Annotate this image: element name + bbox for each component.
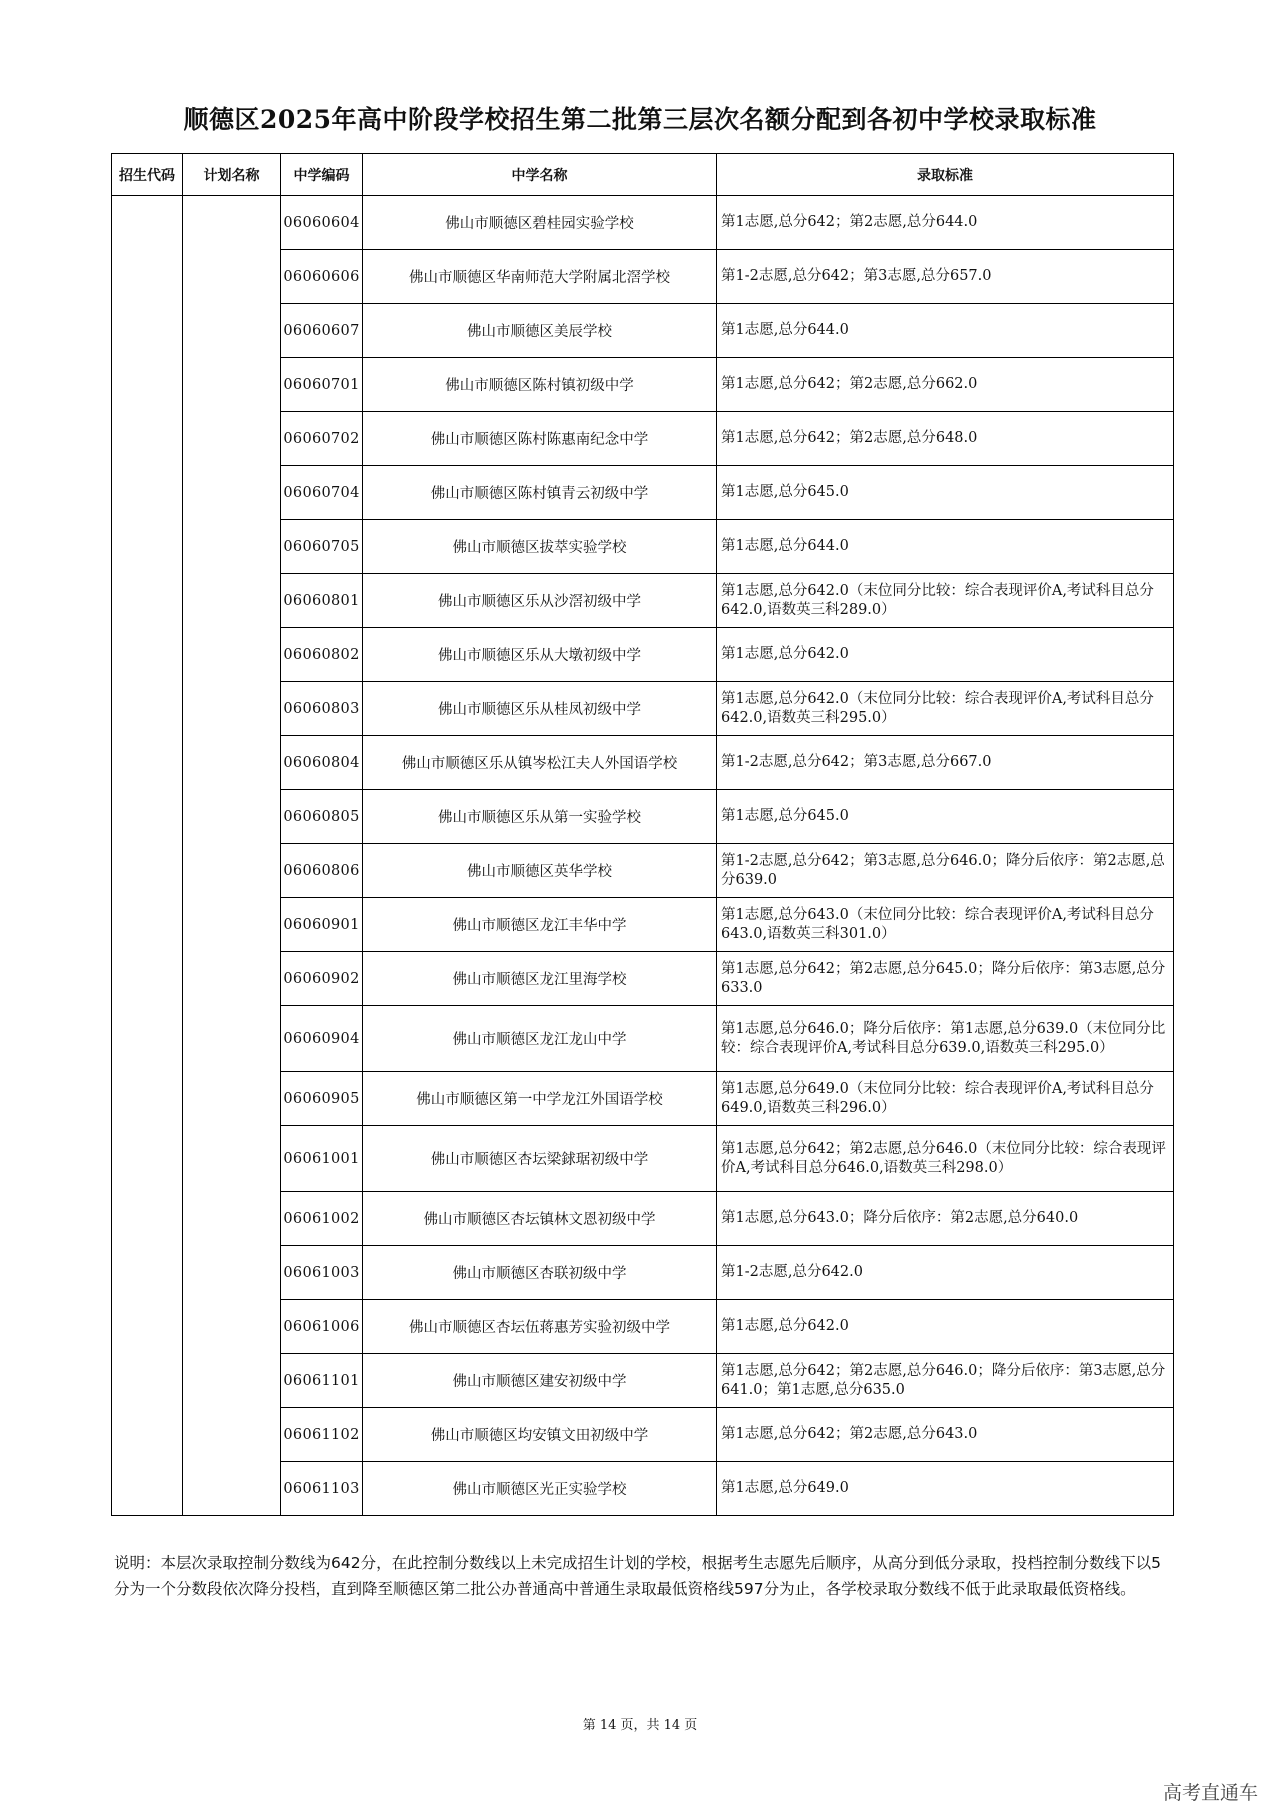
school-code-cell: 06061101 (281, 1354, 363, 1408)
admission-standard-cell: 第1志愿,总分645.0 (717, 466, 1174, 520)
school-code-cell: 06060705 (281, 520, 363, 574)
school-name-cell: 佛山市顺德区杏坛伍蒋惠芳实验初级中学 (363, 1300, 717, 1354)
admission-standard-cell: 第1志愿,总分645.0 (717, 790, 1174, 844)
header-school-code: 中学编码 (281, 154, 363, 196)
school-code-cell: 06060704 (281, 466, 363, 520)
school-code-cell: 06061102 (281, 1408, 363, 1462)
table-body (112, 196, 1174, 1516)
admission-standard-cell: 第1志愿,总分644.0 (717, 520, 1174, 574)
school-code-cell: 06060606 (281, 250, 363, 304)
enroll-code-cell (112, 196, 183, 1516)
admission-standard-cell: 第1志愿,总分642；第2志愿,总分648.0 (717, 412, 1174, 466)
school-code-cell: 06061103 (281, 1462, 363, 1516)
admission-standard-cell: 第1志愿,总分642；第2志愿,总分643.0 (717, 1408, 1174, 1462)
school-name-cell: 佛山市顺德区杏联初级中学 (363, 1246, 717, 1300)
school-name-cell: 佛山市顺德区杏坛镇林文恩初级中学 (363, 1192, 717, 1246)
school-name-cell: 佛山市顺德区乐从桂凤初级中学 (363, 682, 717, 736)
admission-standard-cell: 第1志愿,总分642.0 (717, 1300, 1174, 1354)
watermark: 高考直通车 (1162, 1782, 1258, 1804)
admission-standard-cell: 第1志愿,总分642；第2志愿,总分646.0（末位同分比较：综合表现评价A,考试科目总分646.0,语数英三科298.0） (717, 1126, 1174, 1192)
admission-standard-cell: 第1志愿,总分644.0 (717, 304, 1174, 358)
admission-standard-cell: 第1志愿,总分649.0（末位同分比较：综合表现评价A,考试科目总分649.0,语数英三科296.0） (717, 1072, 1174, 1126)
school-name-cell: 佛山市顺德区乐从大墩初级中学 (363, 628, 717, 682)
admission-standard-cell: 第1志愿,总分646.0；降分后依序：第1志愿,总分639.0（末位同分比较：综合表现评价A,考试科目总分639.0,语数英三科295.0） (717, 1006, 1174, 1072)
admission-standard-cell: 第1志愿,总分643.0（末位同分比较：综合表现评价A,考试科目总分643.0,语数英三科301.0） (717, 898, 1174, 952)
admission-standard-cell: 第1志愿,总分642；第2志愿,总分644.0 (717, 196, 1174, 250)
admission-table (111, 153, 1174, 1516)
school-name-cell: 佛山市顺德区龙江里海学校 (363, 952, 717, 1006)
school-code-cell: 06060801 (281, 574, 363, 628)
school-code-cell: 06060607 (281, 304, 363, 358)
school-name-cell: 佛山市顺德区乐从第一实验学校 (363, 790, 717, 844)
admission-standard-cell: 第1-2志愿,总分642；第3志愿,总分657.0 (717, 250, 1174, 304)
school-code-cell: 06061006 (281, 1300, 363, 1354)
school-name-cell: 佛山市顺德区均安镇文田初级中学 (363, 1408, 717, 1462)
school-code-cell: 06060904 (281, 1006, 363, 1072)
admission-standard-cell: 第1-2志愿,总分642；第3志愿,总分646.0；降分后依序：第2志愿,总分639.0 (717, 844, 1174, 898)
admission-standard-cell: 第1-2志愿,总分642.0 (717, 1246, 1174, 1300)
explanatory-note: 说明：本层次录取控制分数线为642分，在此控制分数线以上未完成招生计划的学校，根据考生志愿先后顺序，从高分到低分录取，投档控制分数线下以5分为一个分数段依次降分投档，直到降至顺德区第二批公办普通高中普通生录取最低资格线597分为止，各学校录取分数线不低于此录取最低资格线。 (114, 1554, 1161, 1598)
table-header-row (112, 154, 1174, 196)
admission-standard-cell: 第1志愿,总分642；第2志愿,总分646.0；降分后依序：第3志愿,总分641.0；第1志愿,总分635.0 (717, 1354, 1174, 1408)
school-code-cell: 06060701 (281, 358, 363, 412)
school-name-cell: 佛山市顺德区美辰学校 (363, 304, 717, 358)
admission-standard-cell: 第1-2志愿,总分642；第3志愿,总分667.0 (717, 736, 1174, 790)
school-name-cell: 佛山市顺德区乐从镇岑松江夫人外国语学校 (363, 736, 717, 790)
school-name-cell: 佛山市顺德区光正实验学校 (363, 1462, 717, 1516)
school-code-cell: 06061002 (281, 1192, 363, 1246)
school-name-cell: 佛山市顺德区陈村陈惠南纪念中学 (363, 412, 717, 466)
admission-standard-cell: 第1志愿,总分642.0 (717, 628, 1174, 682)
school-name-cell: 佛山市顺德区龙江丰华中学 (363, 898, 717, 952)
admission-standard-cell: 第1志愿,总分642；第2志愿,总分662.0 (717, 358, 1174, 412)
admission-standard-cell: 第1志愿,总分642.0（末位同分比较：综合表现评价A,考试科目总分642.0,语数英三科295.0） (717, 682, 1174, 736)
school-name-cell: 佛山市顺德区陈村镇初级中学 (363, 358, 717, 412)
school-name-cell: 佛山市顺德区龙江龙山中学 (363, 1006, 717, 1072)
document-title: 顺德区2025年高中阶段学校招生第二批第三层次名额分配到各初中学校录取标准 (183, 105, 1097, 134)
header-enroll-code: 招生代码 (112, 154, 183, 196)
school-code-cell: 06060804 (281, 736, 363, 790)
school-code-cell: 06060905 (281, 1072, 363, 1126)
school-code-cell: 06060806 (281, 844, 363, 898)
page-footer: 第 14 页，共 14 页 (582, 1718, 698, 1733)
school-code-cell: 06060702 (281, 412, 363, 466)
school-code-cell: 06060802 (281, 628, 363, 682)
school-code-cell: 06060805 (281, 790, 363, 844)
school-name-cell: 佛山市顺德区杏坛梁銶琚初级中学 (363, 1126, 717, 1192)
school-code-cell: 06060803 (281, 682, 363, 736)
table-row (112, 196, 1174, 250)
admission-standard-cell: 第1志愿,总分642；第2志愿,总分645.0；降分后依序：第3志愿,总分633.0 (717, 952, 1174, 1006)
header-school-name: 中学名称 (363, 154, 717, 196)
school-name-cell: 佛山市顺德区华南师范大学附属北滘学校 (363, 250, 717, 304)
admission-standard-cell: 第1志愿,总分642.0（末位同分比较：综合表现评价A,考试科目总分642.0,语数英三科289.0） (717, 574, 1174, 628)
plan-name-cell (183, 196, 281, 1516)
header-admission-standard: 录取标准 (717, 154, 1174, 196)
school-code-cell: 06061003 (281, 1246, 363, 1300)
school-code-cell: 06060604 (281, 196, 363, 250)
school-name-cell: 佛山市顺德区英华学校 (363, 844, 717, 898)
header-plan-name: 计划名称 (183, 154, 281, 196)
school-code-cell: 06060902 (281, 952, 363, 1006)
school-name-cell: 佛山市顺德区拔萃实验学校 (363, 520, 717, 574)
school-name-cell: 佛山市顺德区碧桂园实验学校 (363, 196, 717, 250)
admission-standard-cell: 第1志愿,总分643.0；降分后依序：第2志愿,总分640.0 (717, 1192, 1174, 1246)
school-code-cell: 06061001 (281, 1126, 363, 1192)
admission-standard-cell: 第1志愿,总分649.0 (717, 1462, 1174, 1516)
school-name-cell: 佛山市顺德区乐从沙滘初级中学 (363, 574, 717, 628)
school-name-cell: 佛山市顺德区建安初级中学 (363, 1354, 717, 1408)
school-code-cell: 06060901 (281, 898, 363, 952)
school-name-cell: 佛山市顺德区陈村镇青云初级中学 (363, 466, 717, 520)
school-name-cell: 佛山市顺德区第一中学龙江外国语学校 (363, 1072, 717, 1126)
